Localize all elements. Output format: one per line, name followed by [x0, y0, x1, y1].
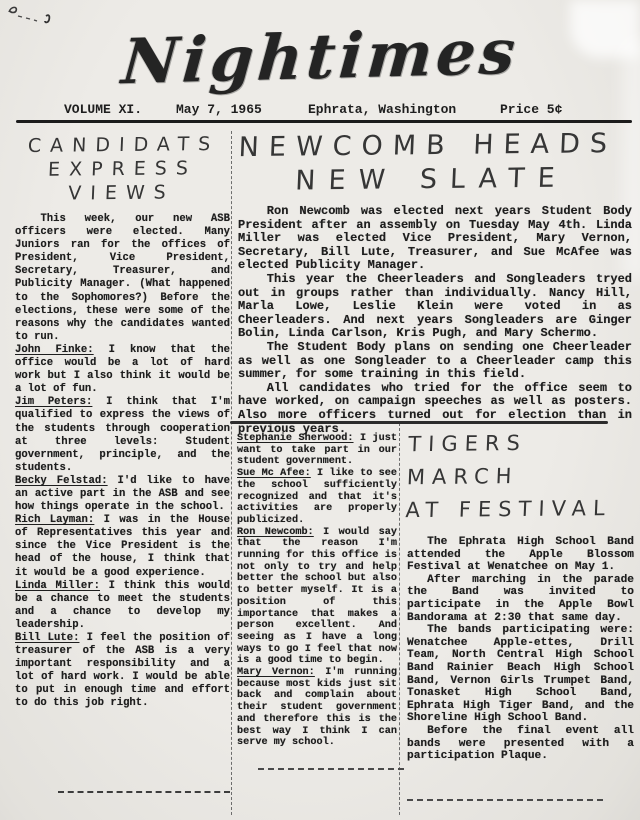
article-paragraph: The Ephrata High School Band attended the Apple Blossom Festival at Wenatchee on May 1.	[407, 536, 634, 574]
headline-line: AT FESTIVAL	[405, 496, 613, 523]
candidate-statement: I just want to take part in our student government.	[237, 433, 397, 468]
article-paragraph: This year the Cheerleaders and Songleaders tryed out in groups rather than individually. Nancy Hill, Marla Lowe, Leslie Klein were voted in as Cheerleaders. And next years Songleaders are Ginger Bolin, Linda Carlson, Kris Pugh, and Mary Schermo.	[238, 271, 632, 341]
candidate-name: Stephanie Sherwood:	[237, 433, 354, 444]
headline-line: NEWCOMB HEADS	[237, 128, 618, 164]
candidate-statement: I think that I'm qualified to express the views of the students through cooperation at three levels: Student government, principle, and the students.	[15, 396, 230, 474]
candidate-quote	[15, 580, 230, 632]
pen-scribble-mark	[6, 4, 60, 26]
middle-column-end-rule	[258, 768, 404, 770]
candidate-quote	[237, 527, 397, 667]
candidate-statement: I know that the office would be a lot of hard work but I also think it would be a lot of fun.	[15, 343, 231, 396]
right-column-end-rule	[407, 799, 603, 801]
article-paragraph: The Student Body plans on sending one Cheerleader as well as one Songleader to a Cheerleader camp this summer, for some training in this field.	[238, 339, 632, 382]
masthead-rule	[16, 120, 632, 123]
candidates-views-article	[15, 131, 230, 711]
tigers-march-article	[407, 427, 634, 763]
candidate-statement: I think this would be a chance to meet the students and a chance to develop my leadership.	[15, 579, 230, 631]
candidate-quote	[237, 667, 397, 749]
headline-line: VIEWS	[67, 181, 176, 205]
article-paragraph: Ron Newcomb was elected next years Student Body President after an assembly on Tuesday May 4th. Linda Miller was elected Vice President, Mary Vernon, Secretary, Bill Lute, Treasurer, and Sue McAfee was elected Publicity Manager.	[238, 204, 632, 273]
candidate-name: Ron Newcomb:	[237, 526, 314, 538]
column-divider-left	[231, 131, 232, 815]
city-label: Ephrata, Washington	[308, 102, 457, 117]
candidate-name: Rich Layman:	[15, 514, 95, 527]
candidate-statement: I was in the House of Representatives this year and since the Vice President is the head of the house, I think that it would be a good experience.	[15, 514, 230, 579]
candidates-views-headline	[13, 132, 231, 206]
candidate-name: Linda Miller:	[15, 579, 100, 592]
price-label: Price 5¢	[500, 102, 563, 117]
candidates-views-continued	[237, 433, 397, 749]
candidate-quote	[237, 468, 397, 527]
article-paragraph: The bands participating were: Wenatchee Apple-ettes, Drill Team, North Central High School Band Rainier Beach High School Band, Vernon Girls Trumpet Band, Tonasket High School Band, Ephrata High Tiger Band, and the Shoreline High School Band.	[407, 624, 634, 725]
candidate-name: Jim Peters:	[15, 396, 93, 409]
candidate-statement: I feel the position of treasurer of the ASB is a very important responsibility and a lot of hard work. I would be able to put in enough time and effort to do this job right.	[15, 632, 231, 710]
column-divider-right	[399, 423, 400, 815]
headline-line: EXPRESS	[47, 157, 198, 181]
candidate-quote	[237, 433, 397, 468]
issue-date: May 7, 1965	[176, 102, 262, 117]
candidate-name: Mary Vernon:	[237, 667, 315, 679]
candidate-name: John Finke:	[15, 343, 94, 356]
candidate-statement: I'm running because most kids just sit back and complain about their student government and therefore this is the best way I think I can serve my school.	[237, 667, 397, 749]
candidate-statement: I'd like to have an active part in the ASB and see how things operate in the school.	[15, 474, 230, 514]
candidate-quote	[15, 475, 230, 514]
tigers-march-headline	[405, 426, 636, 527]
article-paragraph: After marching in the parade the Band was invited to participate in the Apple Bowl Bandorama at 2:30 that same day.	[407, 573, 634, 624]
candidate-name: Sue Mc Afee:	[237, 468, 311, 480]
article-paragraph: All candidates who tried for the office seem to have worked, on campaign speeches as well as posters. Also more officers turned out for election than in previous years.	[238, 380, 632, 436]
volume-label: VOLUME XI.	[64, 102, 143, 117]
candidate-name: Becky Felstad:	[15, 474, 108, 487]
left-column-end-rule	[58, 791, 230, 793]
candidate-quote	[15, 396, 230, 475]
headline-line: CANDIDATS	[27, 133, 220, 158]
article-paragraph: Before the final event all bands were presented with a participation Plaque.	[407, 724, 634, 763]
candidate-quote	[15, 632, 230, 711]
headline-line: NEW SLATE	[294, 162, 569, 197]
candidate-statement: I would say that the reason I'm running for this office is not only to try and help better the school but also to better myself. It is a position of this importance that makes a person excellent. And seeing as I have a long ways to go I feel that now is a good time to begin.	[237, 526, 397, 667]
newcomb-headline	[236, 127, 633, 199]
masthead	[0, 14, 640, 99]
candidate-quote	[15, 344, 230, 396]
candidate-statement: I like to see the school sufficiently recognized and that it's activities are properly publicized.	[237, 468, 397, 526]
candidate-name: Bill Lute:	[15, 632, 80, 644]
dateline	[0, 102, 640, 120]
article-paragraph: This week, our new ASB officers were elected. Many Juniors ran for the offices of President, Vice President, Secretary, Treasurer, and Publicity Manager. (What happened to the Sophomores?) Before the elections, these were some of the reasons why the candidates wanted to run.	[15, 213, 230, 343]
newcomb-article	[238, 129, 632, 436]
newspaper-title: Nightimes	[118, 14, 522, 99]
candidate-quote	[15, 514, 230, 579]
headline-line: TIGERS MARCH	[406, 430, 528, 490]
